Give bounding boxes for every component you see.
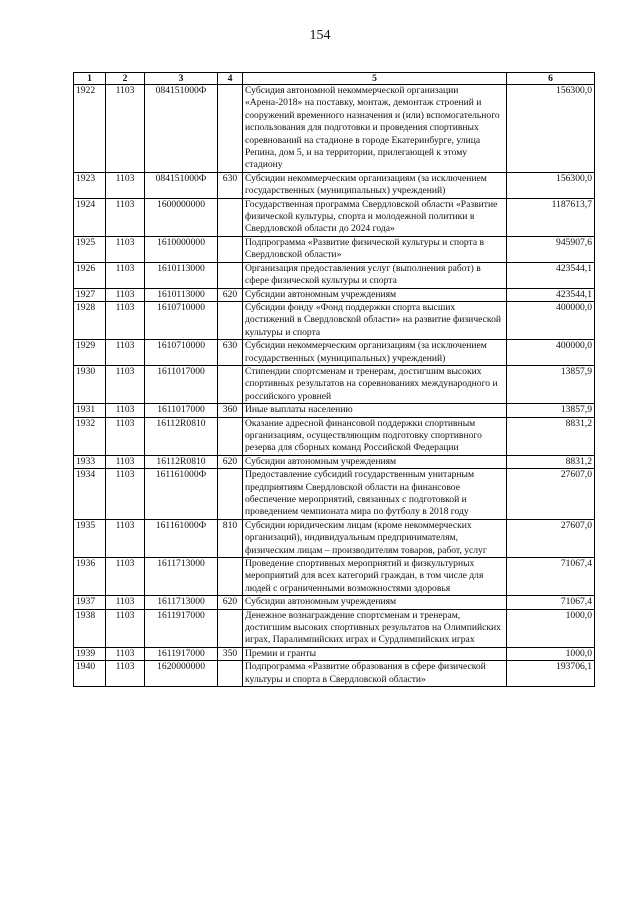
expense-type-cell: 620 <box>218 288 243 301</box>
table-body <box>74 85 595 687</box>
expense-type-cell <box>218 417 243 455</box>
amount-cell: 1000,0 <box>507 647 595 660</box>
header-col-3: 3 <box>145 73 218 85</box>
expense-type-cell: 630 <box>218 172 243 198</box>
section-code-cell: 1103 <box>106 661 145 687</box>
section-code-cell: 1103 <box>106 455 145 468</box>
expense-type-cell <box>218 301 243 339</box>
description-cell: Проведение спортивных мероприятий и физкультурных мероприятий для всех категорий граждан, в том числе для людей с ограниченными возможностями здоровья <box>243 558 507 596</box>
target-article-cell: 084151000Ф <box>145 172 218 198</box>
row-number-cell: 1939 <box>74 647 106 660</box>
row-number-cell: 1931 <box>74 404 106 417</box>
description-cell: Субсидии автономным учреждениям <box>243 288 507 301</box>
section-code-cell: 1103 <box>106 469 145 520</box>
amount-cell: 945907,6 <box>507 236 595 262</box>
description-cell: Субсидии юридическим лицам (кроме некоммерческих организаций), индивидуальным предпринимателям, физическим лицам – производителям товаров, работ, услуг <box>243 519 507 557</box>
expense-type-cell: 620 <box>218 455 243 468</box>
table-row <box>74 558 595 596</box>
table-row <box>74 301 595 339</box>
target-article-cell: 16112R0810 <box>145 455 218 468</box>
expense-type-cell: 630 <box>218 340 243 366</box>
row-number-cell: 1933 <box>74 455 106 468</box>
amount-cell: 8831,2 <box>507 417 595 455</box>
section-code-cell: 1103 <box>106 596 145 609</box>
description-cell: Субсидия автономной некоммерческой организации «Арена-2018» на поставку, монтаж, демонтаж строений и сооружений временного назначения и (или) вспомогательного использования для подготовки и проведения спортивных соревнований на стадионе в городе Екатеринбурге, улица Репина, дом 5, и на территории, прилегающей к этому стадиону <box>243 85 507 173</box>
target-article-cell: 161161000Ф <box>145 469 218 520</box>
amount-cell: 400000,0 <box>507 301 595 339</box>
expense-type-cell <box>218 262 243 288</box>
description-cell: Субсидии некоммерческим организациям (за исключением государственных (муниципальных) учреждений) <box>243 172 507 198</box>
header-col-4: 4 <box>218 73 243 85</box>
description-cell: Денежное вознаграждение спортсменам и тренерам, достигшим высоких спортивных результатов на Олимпийских играх, Паралимпийских играх и Сурдлимпийских играх <box>243 609 507 647</box>
row-number-cell: 1938 <box>74 609 106 647</box>
expense-type-cell <box>218 469 243 520</box>
expense-type-cell: 810 <box>218 519 243 557</box>
description-cell: Оказание адресной финансовой поддержки спортивным организациям, осуществляющим подготовку спортивного резерва для сборных команд Российской Федерации <box>243 417 507 455</box>
description-cell: Стипендии спортсменам и тренерам, достигшим высоких спортивных результатов на соревнованиях международного и российского уровней <box>243 365 507 403</box>
amount-cell: 71067,4 <box>507 596 595 609</box>
section-code-cell: 1103 <box>106 172 145 198</box>
table-row <box>74 661 595 687</box>
target-article-cell: 1611917000 <box>145 647 218 660</box>
amount-cell: 193706,1 <box>507 661 595 687</box>
description-cell: Подпрограмма «Развитие физической культуры и спорта в Свердловской области» <box>243 236 507 262</box>
description-cell: Организация предоставления услуг (выполнения работ) в сфере физической культуры и спорта <box>243 262 507 288</box>
table-row <box>74 85 595 173</box>
description-cell: Премии и гранты <box>243 647 507 660</box>
table-row <box>74 172 595 198</box>
target-article-cell: 1611017000 <box>145 404 218 417</box>
amount-cell: 13857,9 <box>507 404 595 417</box>
expense-type-cell <box>218 236 243 262</box>
target-article-cell: 1600000000 <box>145 198 218 236</box>
amount-cell: 27607,0 <box>507 519 595 557</box>
header-row <box>74 73 595 85</box>
table-row <box>74 609 595 647</box>
description-cell: Субсидии автономным учреждениям <box>243 455 507 468</box>
section-code-cell: 1103 <box>106 288 145 301</box>
row-number-cell: 1923 <box>74 172 106 198</box>
expense-type-cell: 620 <box>218 596 243 609</box>
section-code-cell: 1103 <box>106 417 145 455</box>
page-number: 154 <box>309 28 331 43</box>
section-code-cell: 1103 <box>106 262 145 288</box>
amount-cell: 423544,1 <box>507 288 595 301</box>
description-cell: Субсидии автономным учреждениям <box>243 596 507 609</box>
target-article-cell: 16112R0810 <box>145 417 218 455</box>
target-article-cell: 084151000Ф <box>145 85 218 173</box>
section-code-cell: 1103 <box>106 85 145 173</box>
table-row <box>74 288 595 301</box>
amount-cell: 1000,0 <box>507 609 595 647</box>
table-header <box>74 73 595 85</box>
row-number-cell: 1934 <box>74 469 106 520</box>
section-code-cell: 1103 <box>106 198 145 236</box>
row-number-cell: 1935 <box>74 519 106 557</box>
table-row <box>74 519 595 557</box>
expense-type-cell <box>218 198 243 236</box>
expense-type-cell <box>218 85 243 173</box>
amount-cell: 8831,2 <box>507 455 595 468</box>
amount-cell: 156300,0 <box>507 172 595 198</box>
description-cell: Государственная программа Свердловской области «Развитие физической культуры, спорта и молодежной политики в Свердловской области до 2024 года» <box>243 198 507 236</box>
target-article-cell: 1610710000 <box>145 301 218 339</box>
row-number-cell: 1937 <box>74 596 106 609</box>
section-code-cell: 1103 <box>106 236 145 262</box>
row-number-cell: 1929 <box>74 340 106 366</box>
section-code-cell: 1103 <box>106 558 145 596</box>
row-number-cell: 1932 <box>74 417 106 455</box>
amount-cell: 1187613,7 <box>507 198 595 236</box>
row-number-cell: 1928 <box>74 301 106 339</box>
description-cell: Подпрограмма «Развитие образования в сфере физической культуры и спорта в Свердловской области» <box>243 661 507 687</box>
header-col-6: 6 <box>507 73 595 85</box>
expense-type-cell <box>218 661 243 687</box>
target-article-cell: 1611713000 <box>145 596 218 609</box>
table-row <box>74 340 595 366</box>
table-row <box>74 236 595 262</box>
table-row <box>74 455 595 468</box>
table-row <box>74 417 595 455</box>
table-row <box>74 365 595 403</box>
target-article-cell: 1610000000 <box>145 236 218 262</box>
row-number-cell: 1922 <box>74 85 106 173</box>
table-row <box>74 647 595 660</box>
row-number-cell: 1926 <box>74 262 106 288</box>
description-cell: Субсидии некоммерческим организациям (за исключением государственных (муниципальных) учреждений) <box>243 340 507 366</box>
section-code-cell: 1103 <box>106 365 145 403</box>
target-article-cell: 1611713000 <box>145 558 218 596</box>
target-article-cell: 1611917000 <box>145 609 218 647</box>
expense-type-cell: 350 <box>218 647 243 660</box>
table-row <box>74 596 595 609</box>
description-cell: Предоставление субсидий государственным унитарным предприятиям Свердловской области на финансовое обеспечение мероприятий, связанных с подготовкой и проведением чемпионата мира по футболу в 2018 году <box>243 469 507 520</box>
target-article-cell: 1610113000 <box>145 288 218 301</box>
expense-type-cell <box>218 609 243 647</box>
target-article-cell: 1610113000 <box>145 262 218 288</box>
table-row <box>74 469 595 520</box>
amount-cell: 156300,0 <box>507 85 595 173</box>
expense-type-cell <box>218 558 243 596</box>
row-number-cell: 1927 <box>74 288 106 301</box>
description-cell: Иные выплаты населению <box>243 404 507 417</box>
row-number-cell: 1940 <box>74 661 106 687</box>
section-code-cell: 1103 <box>106 609 145 647</box>
section-code-cell: 1103 <box>106 519 145 557</box>
section-code-cell: 1103 <box>106 340 145 366</box>
section-code-cell: 1103 <box>106 404 145 417</box>
section-code-cell: 1103 <box>106 301 145 339</box>
table-row <box>74 198 595 236</box>
amount-cell: 27607,0 <box>507 469 595 520</box>
target-article-cell: 1610710000 <box>145 340 218 366</box>
header-col-2: 2 <box>106 73 145 85</box>
target-article-cell: 1620000000 <box>145 661 218 687</box>
row-number-cell: 1925 <box>74 236 106 262</box>
row-number-cell: 1924 <box>74 198 106 236</box>
amount-cell: 423544,1 <box>507 262 595 288</box>
section-code-cell: 1103 <box>106 647 145 660</box>
amount-cell: 71067,4 <box>507 558 595 596</box>
header-col-5: 5 <box>243 73 507 85</box>
expense-type-cell: 360 <box>218 404 243 417</box>
target-article-cell: 1611017000 <box>145 365 218 403</box>
expense-type-cell <box>218 365 243 403</box>
table-row <box>74 404 595 417</box>
description-cell: Субсидии фонду «Фонд поддержки спорта высших достижений в Свердловской области» на развитие физической культуры и спорта <box>243 301 507 339</box>
budget-table <box>73 72 595 687</box>
row-number-cell: 1936 <box>74 558 106 596</box>
target-article-cell: 161161000Ф <box>145 519 218 557</box>
amount-cell: 13857,9 <box>507 365 595 403</box>
table-row <box>74 262 595 288</box>
header-col-1: 1 <box>74 73 106 85</box>
amount-cell: 400000,0 <box>507 340 595 366</box>
row-number-cell: 1930 <box>74 365 106 403</box>
